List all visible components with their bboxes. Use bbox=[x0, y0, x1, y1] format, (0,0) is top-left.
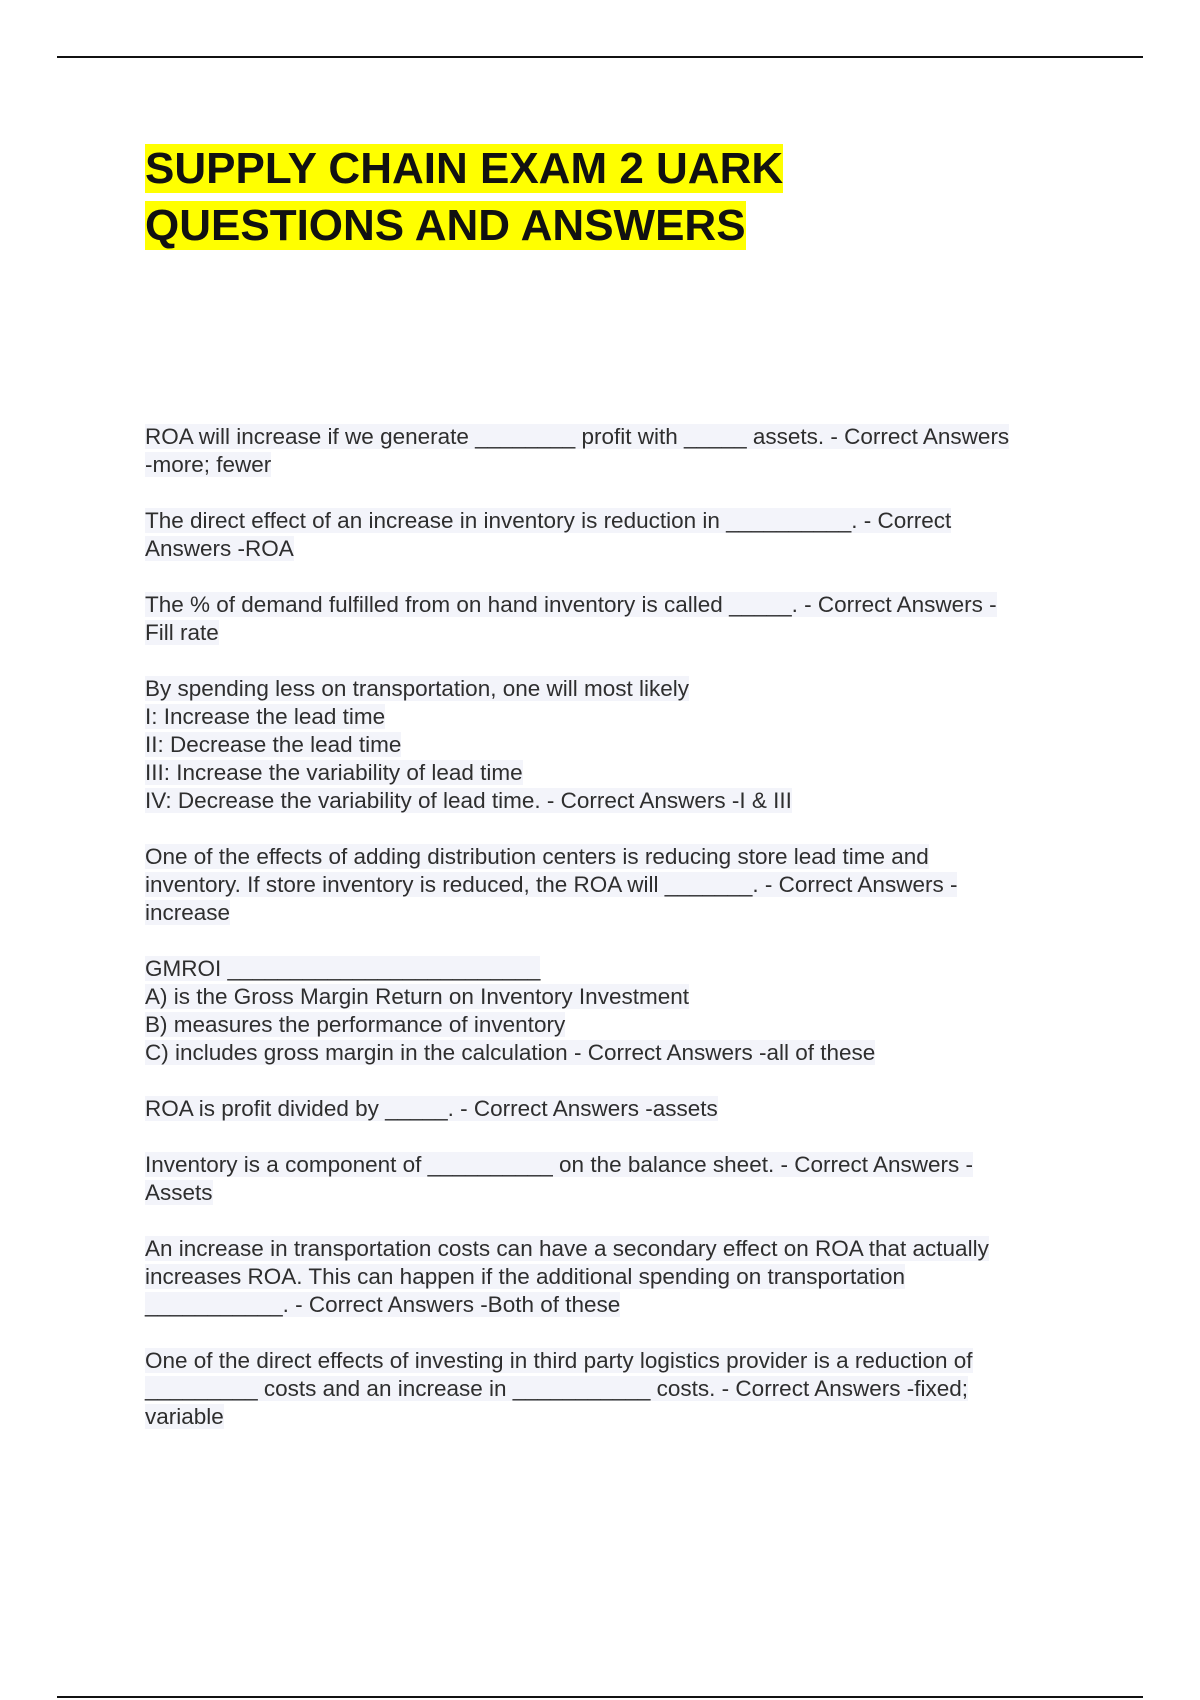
qa-line: A) is the Gross Margin Return on Inventory Investment bbox=[145, 984, 689, 1009]
qa-line: ROA is profit divided by _____. - Correct Answers -assets bbox=[145, 1096, 718, 1121]
qa-line: increases ROA. This can happen if the additional spending on transportation bbox=[145, 1264, 906, 1289]
qa-item bbox=[145, 507, 1085, 563]
qa-item bbox=[145, 1347, 1085, 1431]
qa-line: I: Increase the lead time bbox=[145, 704, 386, 729]
qa-line: One of the direct effects of investing in third party logistics provider is a reduction of bbox=[145, 1348, 973, 1373]
qa-line: ROA will increase if we generate ________ profit with _____ assets. - Correct Answers bbox=[145, 424, 1010, 449]
qa-line: _________ costs and an increase in ___________ costs. - Correct Answers -fixed; bbox=[145, 1376, 968, 1401]
bottom-rule bbox=[57, 1696, 1143, 1698]
qa-item bbox=[145, 1235, 1085, 1319]
qa-item bbox=[145, 591, 1085, 647]
qa-list bbox=[145, 423, 1085, 1459]
qa-line: inventory. If store inventory is reduced, the ROA will _______. - Correct Answers - bbox=[145, 872, 958, 897]
qa-item bbox=[145, 1095, 1085, 1123]
qa-item bbox=[145, 423, 1085, 479]
qa-line: II: Decrease the lead time bbox=[145, 732, 402, 757]
qa-item bbox=[145, 955, 1085, 1067]
qa-line: ___________. - Correct Answers -Both of these bbox=[145, 1292, 621, 1317]
title-line: SUPPLY CHAIN EXAM 2 UARK bbox=[145, 144, 784, 193]
qa-item bbox=[145, 675, 1085, 815]
qa-line: Answers -ROA bbox=[145, 536, 294, 561]
qa-line: Fill rate bbox=[145, 620, 219, 645]
qa-line: The direct effect of an increase in inventory is reduction in __________. - Correct bbox=[145, 508, 952, 533]
qa-line: IV: Decrease the variability of lead time. - Correct Answers -I & III bbox=[145, 788, 792, 813]
qa-item bbox=[145, 1151, 1085, 1207]
qa-line: -more; fewer bbox=[145, 452, 272, 477]
qa-line: III: Increase the variability of lead time bbox=[145, 760, 523, 785]
qa-line: B) measures the performance of inventory bbox=[145, 1012, 566, 1037]
qa-line: The % of demand fulfilled from on hand inventory is called _____. - Correct Answers - bbox=[145, 592, 997, 617]
qa-line: Inventory is a component of __________ on the balance sheet. - Correct Answers - bbox=[145, 1152, 973, 1177]
qa-line: By spending less on transportation, one will most likely bbox=[145, 676, 690, 701]
qa-line: GMROI _________________________ bbox=[145, 956, 541, 981]
document-title bbox=[145, 140, 783, 254]
top-rule bbox=[57, 56, 1143, 58]
qa-line: increase bbox=[145, 900, 231, 925]
qa-line: One of the effects of adding distribution centers is reducing store lead time and bbox=[145, 844, 929, 869]
qa-item bbox=[145, 843, 1085, 927]
title-line: QUESTIONS AND ANSWERS bbox=[145, 201, 746, 250]
qa-line: variable bbox=[145, 1404, 224, 1429]
qa-line: Assets bbox=[145, 1180, 213, 1205]
qa-line: C) includes gross margin in the calculation - Correct Answers -all of these bbox=[145, 1040, 876, 1065]
qa-line: An increase in transportation costs can have a secondary effect on ROA that actually bbox=[145, 1236, 989, 1261]
